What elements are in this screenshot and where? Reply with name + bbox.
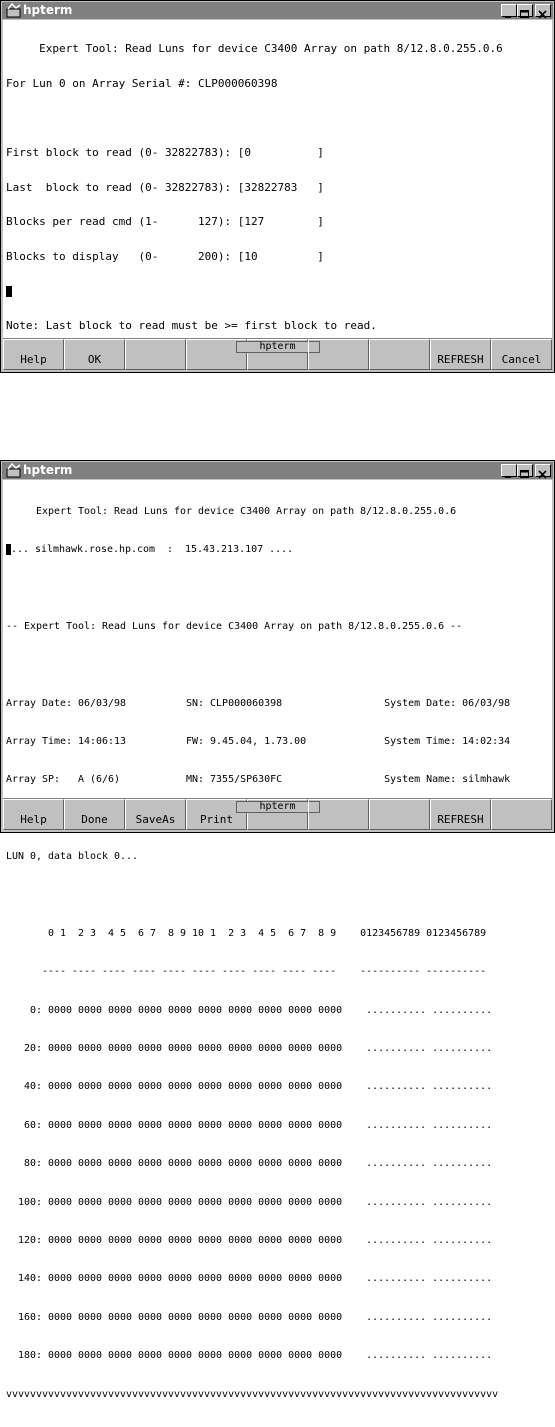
function-key-6[interactable] [308, 339, 369, 370]
close-icon[interactable] [535, 464, 551, 477]
window-title: hpterm [23, 3, 73, 17]
term-line: -- Expert Tool: Read Luns for device C3400 Array on path 8/12.8.0.255.0.6 -- [6, 620, 463, 632]
hex-row: 180: 0000 0000 0000 0000 0000 0000 0000 0000 0000 0000 .......... .......... [6, 1350, 493, 1362]
refresh-button[interactable]: REFRESH [430, 339, 491, 370]
hex-row: 20: 0000 0000 0000 0000 0000 0000 0000 0000 0000 0000 .......... .......... [6, 1043, 493, 1055]
hex-row: 40: 0000 0000 0000 0000 0000 0000 0000 0000 0000 0000 .......... .......... [6, 1081, 493, 1093]
term-line: Array Time: 14:06:13 FW: 9.45.04, 1.73.00 System Time: 14:02:34 [6, 735, 511, 747]
hex-row: 160: 0000 0000 0000 0000 0000 0000 0000 0000 0000 0000 .......... .......... [6, 1311, 493, 1323]
term-line: Array Date: 06/03/98 SN: CLP000060398 System Date: 06/03/98 [6, 697, 511, 709]
text-cursor-line [6, 286, 552, 298]
done-button[interactable]: Done [64, 799, 125, 830]
term-line: Expert Tool: Read Luns for device C3400 Array on path 8/12.8.0.255.0.6 [6, 505, 457, 517]
hp-app-icon [6, 463, 22, 478]
function-key-7[interactable] [369, 339, 430, 370]
function-key-bar [3, 338, 552, 370]
host-line: ... silmhawk.rose.hp.com : 15.43.213.107 .... [11, 543, 294, 555]
save-as-button[interactable]: SaveAs [125, 799, 186, 830]
hex-header: 0 1 2 3 4 5 6 7 8 9 10 1 2 3 4 5 6 7 8 9 0123456789 0123456789 [6, 927, 487, 939]
term-line: Blocks to display (0- 200): [10 ] [6, 249, 324, 263]
hex-row: 80: 0000 0000 0000 0000 0000 0000 0000 0000 0000 0000 .......... .......... [6, 1158, 493, 1170]
hex-row: 100: 0000 0000 0000 0000 0000 0000 0000 0000 0000 0000 .......... .......... [6, 1196, 493, 1208]
title-bar[interactable] [2, 462, 553, 479]
refresh-button[interactable]: REFRESH [430, 799, 491, 830]
function-key-5[interactable] [247, 339, 308, 370]
term-line: Expert Tool: Read Luns for device C3400 Array on path 8/12.8.0.255.0.6 [6, 42, 503, 56]
minimize-icon[interactable] [501, 464, 517, 477]
title-bar[interactable] [2, 2, 553, 19]
term-line: Array SP: A (6/6) MN: 7355/SP630FC System Name: silmhawk [6, 774, 511, 786]
term-line: Last block to read (0- 32822783): [32822783 ] [6, 180, 324, 194]
term-line [6, 890, 552, 903]
hpterm-label: hpterm [236, 341, 320, 353]
hpterm-window-1 [0, 0, 555, 373]
function-key-7[interactable] [369, 799, 430, 830]
term-line [6, 582, 552, 595]
minimize-icon[interactable] [501, 4, 517, 17]
term-line: LUN 0, data block 0... [6, 851, 139, 863]
help-button[interactable]: Help [3, 799, 64, 830]
text-cursor [6, 286, 12, 297]
hex-row: 60: 0000 0000 0000 0000 0000 0000 0000 0000 0000 0000 .......... .......... [6, 1119, 493, 1131]
maximize-icon[interactable] [517, 4, 533, 17]
function-key-9[interactable] [491, 799, 552, 830]
function-key-bar [3, 798, 552, 830]
print-button[interactable]: Print [186, 799, 247, 830]
term-line [6, 659, 552, 672]
function-key-6[interactable] [308, 799, 369, 830]
hp-app-icon [6, 3, 22, 18]
function-key-3[interactable] [125, 339, 186, 370]
terminal-area[interactable] [3, 20, 552, 340]
term-line: First block to read (0- 32822783): [0 ] [6, 146, 324, 160]
maximize-icon[interactable] [517, 464, 533, 477]
term-line [6, 544, 552, 557]
hex-row: 0: 0000 0000 0000 0000 0000 0000 0000 0000 0000 0000 .......... .......... [6, 1004, 493, 1016]
term-line: Note: Last block to read must be >= first block to read. [6, 319, 377, 333]
window-title: hpterm [23, 463, 73, 477]
help-button[interactable]: Help [3, 339, 64, 370]
cancel-button[interactable]: Cancel [491, 339, 552, 370]
hpterm-window-2 [0, 460, 555, 1400]
function-key-5[interactable] [247, 799, 308, 830]
close-icon[interactable] [535, 4, 551, 17]
term-line: For Lun 0 on Array Serial #: CLP000060398 [6, 76, 278, 90]
term-line [6, 112, 552, 124]
hex-row: 120: 0000 0000 0000 0000 0000 0000 0000 0000 0000 0000 .......... .......... [6, 1235, 493, 1247]
ok-button[interactable]: OK [64, 339, 125, 370]
hex-header-rule: ---- ---- ---- ---- ---- ---- ---- ---- ---- ---- ---------- ---------- [6, 966, 487, 978]
scroll-marker-line: vvvvvvvvvvvvvvvvvvvvvvvvvvvvvvvvvvvvvvvvvvvvvvvvvvvvvvvvvvvvvvvvvvvvvvvvvvvvvvvvvv [6, 1388, 499, 1400]
term-line: Blocks per read cmd (1- 127): [127 ] [6, 215, 324, 229]
hex-row: 140: 0000 0000 0000 0000 0000 0000 0000 0000 0000 0000 .......... .......... [6, 1273, 493, 1285]
hpterm-label: hpterm [236, 801, 320, 813]
